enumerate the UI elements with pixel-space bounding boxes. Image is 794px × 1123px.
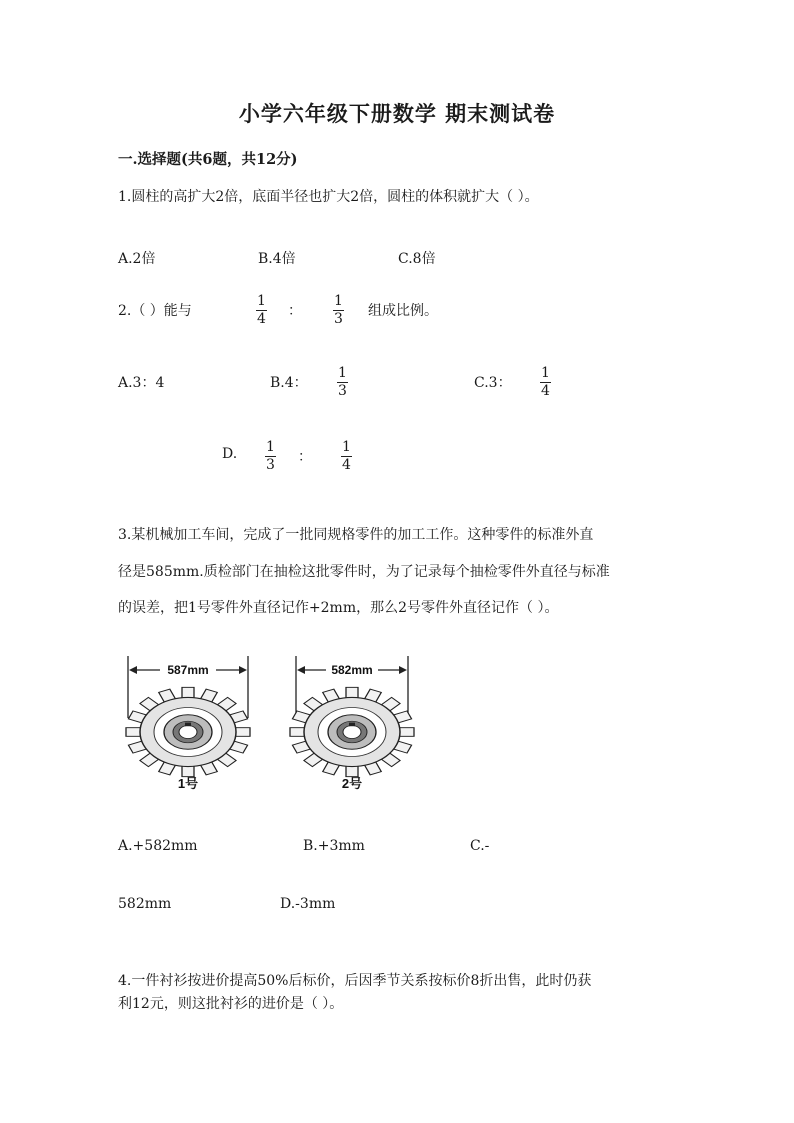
gear-1: [126, 656, 250, 791]
gear-1-label: 1号: [177, 776, 199, 791]
fraction-denominator: 4: [342, 457, 351, 473]
question-3-option-a: A.+582mm: [118, 838, 198, 854]
question-1-option-c: C.8倍: [398, 251, 436, 267]
question-3-line-3: 的误差，把1号零件外直径记作+2mm，那么2号零件外直径记作（ ）。: [118, 600, 559, 616]
page-title: 小学六年级下册数学 期末测试卷: [238, 101, 556, 126]
question-2-option-b: B.4：: [270, 375, 308, 391]
question-3-line-1: 3.某机械加工车间，完成了一批同规格零件的加工工作。这种零件的标准外直: [118, 527, 594, 543]
question-1-text: 1.圆柱的高扩大2倍，底面半径也扩大2倍，圆柱的体积就扩大（ ）。: [118, 189, 539, 205]
fraction-denominator: 3: [338, 383, 347, 399]
question-3-line-2: 径是585mm.质检部门在抽检这批零件时，为了记录每个抽检零件外直径与标准: [118, 564, 610, 580]
question-2-fraction-a: [256, 294, 267, 327]
question-2-option-d: D.: [222, 446, 238, 462]
question-2-option-c: C.3：: [474, 375, 512, 391]
fraction-numerator: 1: [334, 293, 343, 309]
question-1-option-a: A.2倍: [118, 251, 156, 267]
question-3-option-d: D.-3mm: [280, 896, 336, 912]
arrowhead-right: [239, 666, 247, 674]
fraction-numerator: 1: [257, 293, 266, 309]
question-2-option-d-fraction-2: [341, 440, 352, 473]
fraction-numerator: 1: [338, 365, 347, 381]
fraction-denominator: 3: [266, 457, 275, 473]
arrowhead-left: [297, 666, 305, 674]
question-4-line-1: 4.一件衬衫按进价提高50%后标价，后因季节关系按标价8折出售，此时仍获: [118, 973, 592, 989]
fraction-denominator: 3: [334, 311, 343, 327]
fraction-numerator: 1: [342, 439, 351, 455]
gear-2-icon: [290, 687, 414, 776]
gear-figure: [118, 648, 418, 796]
question-2-option-a: A.3：4: [118, 375, 165, 391]
question-2-prefix: 2.（ ）能与: [118, 303, 192, 319]
fraction-denominator: 4: [541, 383, 550, 399]
section-heading: 一.选择题(共6题，共12分): [118, 151, 298, 168]
fraction-numerator: 1: [541, 365, 550, 381]
gear-2: [290, 656, 414, 791]
question-2-option-d-fraction-1: [265, 440, 276, 473]
arrowhead-right: [399, 666, 407, 674]
gear-1-icon: [126, 687, 250, 776]
question-2-suffix: 组成比例。: [368, 303, 438, 319]
question-2-option-b-fraction: [337, 366, 348, 399]
arrowhead-left: [129, 666, 137, 674]
gear-2-dimension: 582mm: [331, 663, 373, 677]
question-3-option-c-continued: 582mm: [118, 896, 172, 912]
gear-1-dimension: 587mm: [167, 663, 209, 677]
question-2-option-c-fraction: [540, 366, 551, 399]
question-2-colon: ：: [288, 303, 302, 319]
question-3-option-c: C.-: [470, 838, 490, 854]
question-3-option-b: B.+3mm: [303, 838, 365, 854]
fraction-denominator: 4: [257, 311, 266, 327]
question-2-fraction-b: [333, 294, 344, 327]
question-2-option-d-colon: ：: [298, 449, 312, 465]
question-1-option-b: B.4倍: [258, 251, 296, 267]
question-4-line-2: 利12元，则这批衬衫的进价是（ ）。: [118, 996, 344, 1012]
gear-2-label: 2号: [341, 776, 363, 791]
fraction-numerator: 1: [266, 439, 275, 455]
